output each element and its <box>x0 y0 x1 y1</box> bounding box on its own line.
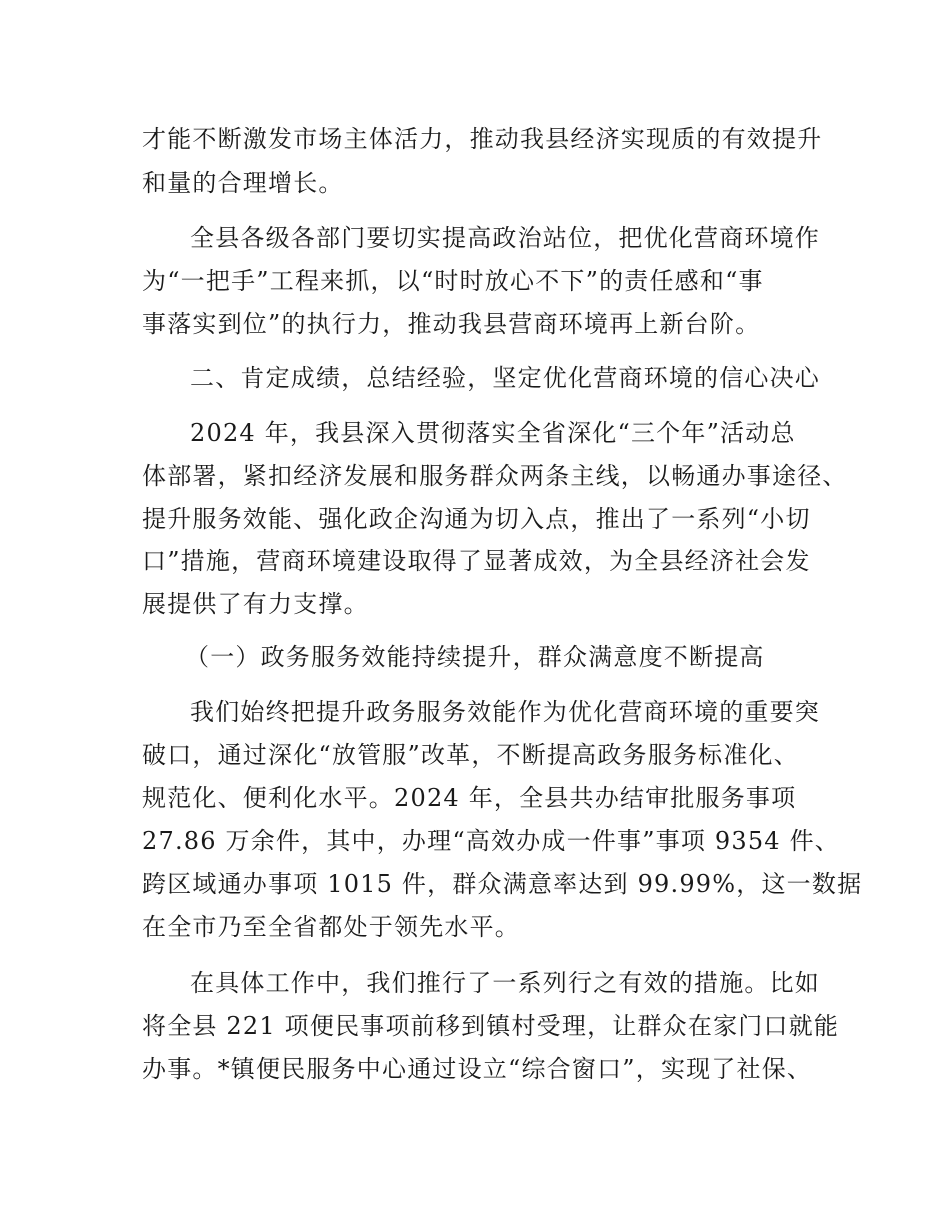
text-line: 我们始终把提升政务服务效能作为优化营商环境的重要突 <box>190 698 820 726</box>
text-line: 和量的合理增长。 <box>142 169 344 197</box>
text-line: 将全县 221 项便民事项前移到镇村受理，让群众在家门口就能 <box>142 1012 840 1040</box>
section-heading: 二、肯定成绩，总结经验，坚定优化营商环境的信心决心 <box>190 364 820 392</box>
text-line: 在全市乃至全省都处于领先水平。 <box>142 913 520 941</box>
text-line: 在具体工作中，我们推行了一系列行之有效的措施。比如 <box>190 969 820 997</box>
text-line: 展提供了有力支撑。 <box>142 590 369 618</box>
text-line: 规范化、便利化水平。2024 年，全县共办结审批服务事项 <box>142 784 797 812</box>
text-line: 2024 年，我县深入贯彻落实全省深化“三个年”活动总 <box>190 419 796 447</box>
text-line: 为“一把手”工程来抓，以“时时放心不下”的责任感和“事 <box>142 267 764 295</box>
subsection-heading: （一）政务服务效能持续提升，群众满意度不断提高 <box>185 643 765 671</box>
text-line: 跨区域通办事项 1015 件，群众满意率达到 99.99%，这一数据 <box>142 870 863 898</box>
text-line: 全县各级各部门要切实提高政治站位，把优化营商环境作 <box>190 224 820 252</box>
text-line: 才能不断激发市场主体活力，推动我县经济实现质的有效提升 <box>142 125 823 153</box>
text-line: 口”措施，营商环境建设取得了显著成效，为全县经济社会发 <box>142 547 811 575</box>
text-line: 事落实到位”的执行力，推动我县营商环境再上新台阶。 <box>142 310 761 338</box>
text-line: 破口，通过深化“放管服”改革，不断提高政务服务标准化、 <box>142 741 799 769</box>
text-line: 体部署，紧扣经济发展和服务群众两条主线，以畅通办事途径、 <box>142 462 848 490</box>
text-line: 办事。*镇便民服务中心通过设立“综合窗口”，实现了社保、 <box>142 1055 813 1083</box>
text-line: 27.86 万余件，其中，办理“高效办成一件事”事项 9354 件、 <box>142 827 841 855</box>
text-line: 提升服务效能、强化政企沟通为切入点，推出了一系列“小切 <box>142 505 811 533</box>
